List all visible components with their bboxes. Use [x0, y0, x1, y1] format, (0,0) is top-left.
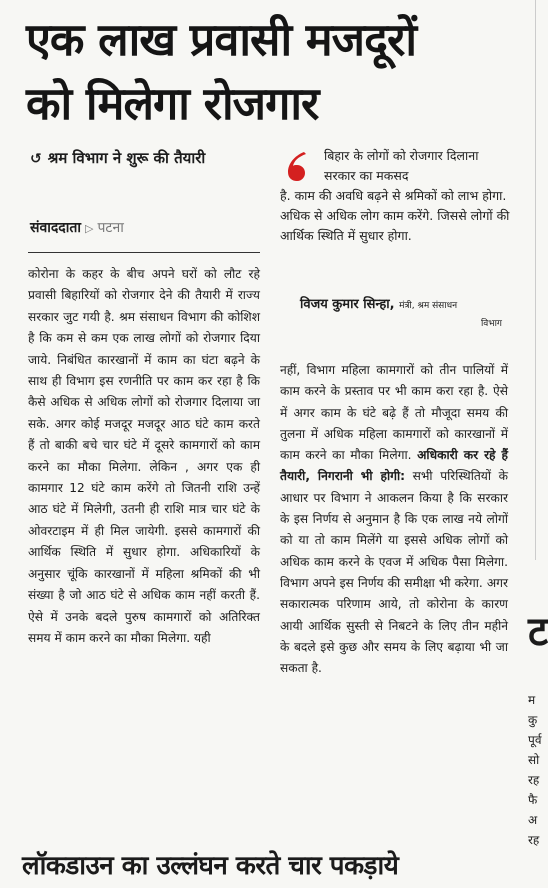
quote-author-role-dept: विभाग: [480, 319, 502, 329]
next-article-text-fragment: [528, 690, 542, 850]
edge-line: अ: [528, 813, 538, 827]
quote-author-role: मंत्री, श्रम संसाधन: [399, 301, 458, 311]
play-triangle-icon: ▷: [84, 222, 94, 235]
swirl-bullet-icon: ↺: [30, 151, 42, 167]
quote-text-first: बिहार के लोगों को रोजगार दिलाना सरकार का मकसद: [324, 148, 479, 183]
quote-mark-icon: [284, 150, 310, 182]
column-separator: [535, 0, 536, 560]
article-headline: [26, 8, 516, 136]
subheadline: [30, 146, 270, 171]
byline-reporter: संवाददाता: [30, 220, 81, 236]
article-body-right-column: [280, 360, 508, 679]
right-column-para-2: सभी परिस्थितियों के आधार पर विभाग ने आकलन किया है कि सरकार के इस निर्णय से अनुमान है कि एक लाख नये लोगों को या तो काम मिलेंगे या इससे अधिक लोगों को अधिक काम करने के एवज में अधिक पैसा मिलेगा. विभाग अपने इस निर्णय की समीक्षा भी करेगा. अगर सकारात्मक परिणाम आये, तो कोरोना के कारण आयी आर्थिक सुस्ती से निबटने के लिए तीन महीने के बदले इसे कुछ और समय के लिए बढ़ाया भी जा सकता है.: [280, 469, 509, 676]
edge-line: कु: [528, 713, 538, 727]
section-lead-bold: अधिकारी कर रहे हैं तैयारी, निगरानी भी होगी:: [280, 448, 508, 484]
pull-quote: [280, 146, 512, 246]
headline-line-2: को मिलेगा रोजगार: [26, 77, 319, 130]
next-article-headline-fragment: ट: [528, 609, 548, 655]
quote-author: विजय कुमार सिन्हा,: [300, 297, 395, 312]
right-column-para-1: नहीं, विभाग महिला कामगारों को तीन पालियों में काम करने के प्रस्ताव पर भी काम करा रहा है. ऐसे में अगर काम के घंटे बढ़े हैं तो मौजूदा समय की तुलना में अधिक महिला कामगारों को कारखानों में काम करने का मौका मिलेगा.: [280, 363, 508, 463]
byline: [30, 218, 124, 237]
byline-place: पटना: [97, 220, 124, 236]
headline-line-1: एक लाख प्रवासी मजदूरों: [26, 13, 417, 66]
edge-line: सो: [528, 753, 540, 767]
bottom-article-headline: लॉकडाउन का उल्लंघन करते चार पकड़ाये: [22, 851, 399, 881]
article-body-left-column: कोरोना के कहर के बीच अपने घरों को लौट रहे प्रवासी बिहारियों को रोजगार देने की तैयारी में राज्य सरकार जुट गयी है. श्रम संसाधन विभाग की कोशिश है कि कम से कम एक लाख लोगों को रोजगार दिया जाये. निबंधित कारखानों में काम का घंटा बढ़ने के साथ ही विभाग इस रणनीति पर काम कर रहा है कि कैसे अधिक से अधिक लोगों को रोजगार दिलाया जा सके. अगर कोई मजदूर मजदूर आठ घंटे काम करते हैं तो बाकी बचे चार घंटे में दूसरे कामगारों को काम करने का मौका मिलेगा. लेकिन , अगर एक ही कामगार 12 घंटे काम करेंगे तो जितनी राशि उन्हें आठ घंटे में मिलेगी, उतनी ही राशि मात्र चार घंटे के ओवरटाइम में ही मिल जायेगी. इससे कामगारों की आर्थिक स्थिति में सुधार होगा. अधिकारियों के अनुसार चूंकि कारखानों में महिला श्रमिकों की भी संख्या है जो आठ घंटे से अधिक काम नहीं करती हैं. ऐसे में उनके बदले पुरुष कामगारों को अतिरिक्त समय में काम करने का मौका मिलेगा. यही: [28, 267, 260, 645]
edge-line: रह: [528, 833, 540, 847]
byline-divider: [28, 252, 260, 253]
quote-attribution: [300, 296, 512, 333]
edge-line: रह: [528, 773, 540, 787]
edge-line: फै: [528, 793, 538, 807]
quote-text-rest: है. काम की अवधि बढ़ने से श्रमिकों को लाभ होगा. अधिक से अधिक लोग काम करेंगे. जिससे लोगों की आर्थिक स्थिति में सुधार होगा.: [280, 188, 510, 243]
subheadline-text: श्रम विभाग ने शुरू की तैयारी: [47, 149, 206, 167]
edge-line: पूर्व: [528, 733, 542, 747]
edge-line: म: [528, 693, 536, 707]
